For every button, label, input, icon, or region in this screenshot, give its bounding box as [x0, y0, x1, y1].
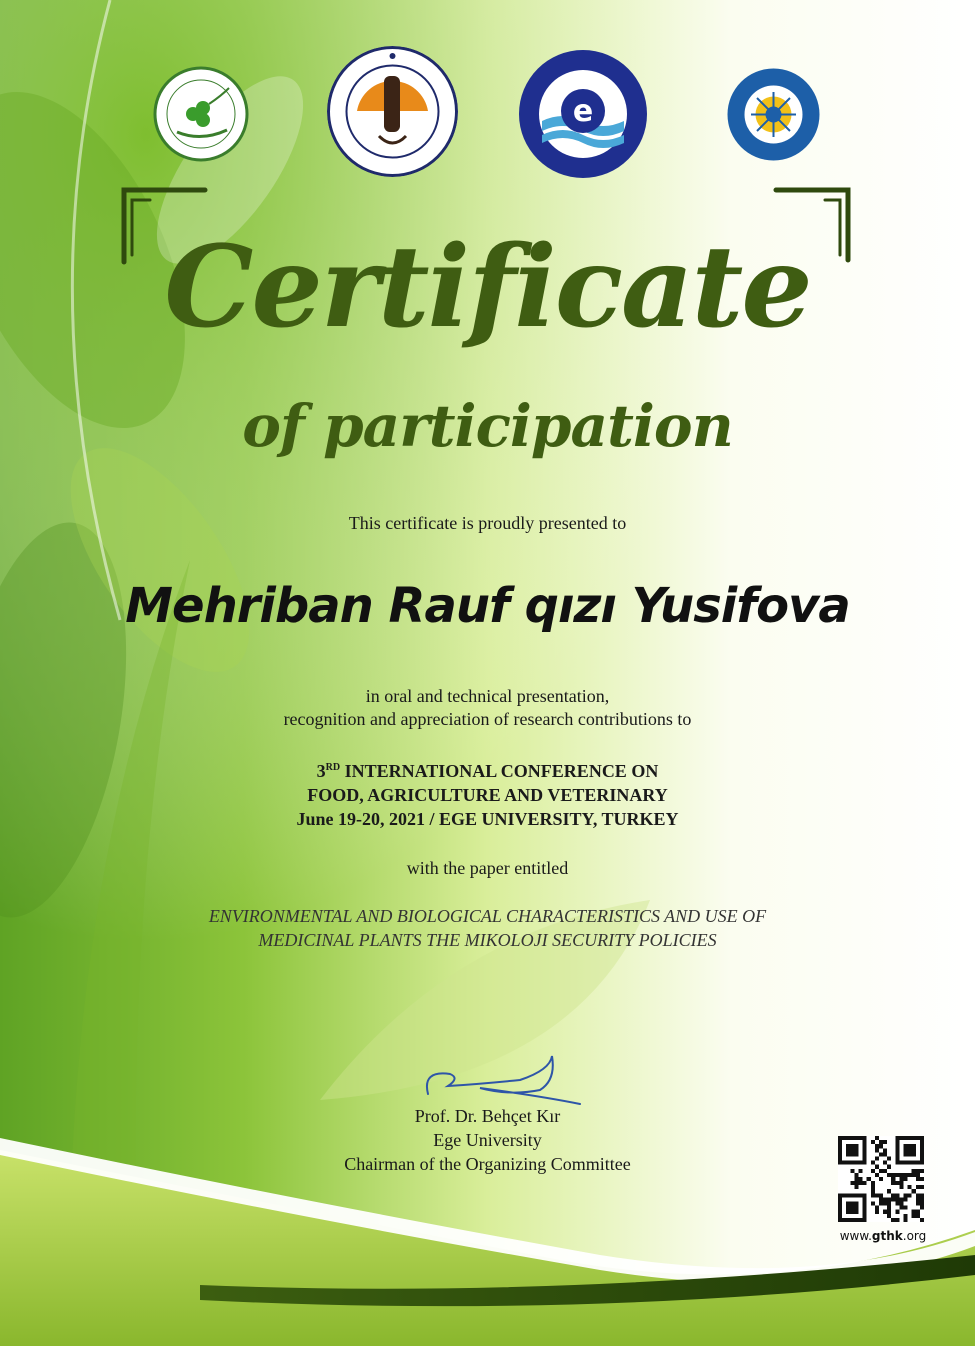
- url-suffix: .org: [902, 1229, 927, 1243]
- url-domain: gthk: [871, 1229, 903, 1243]
- signatory-role: Chairman of the Organizing Committee: [344, 1154, 631, 1174]
- conference-name: INTERNATIONAL CONFERENCE ON: [340, 761, 659, 781]
- e-letter-icon: e: [572, 94, 594, 129]
- conference-ordinal: RD: [325, 762, 341, 773]
- paper-title-line-1: ENVIRONMENTAL AND BIOLOGICAL CHARACTERISTICS AND USE OF: [208, 906, 767, 926]
- conference-line-2: FOOD, AGRICULTURE AND VETERINARY: [307, 785, 668, 805]
- conference-line-1: [0, 761, 975, 782]
- qr-code[interactable]: [838, 1136, 924, 1222]
- presented-text: This certificate is proudly presented to: [348, 513, 627, 533]
- certificate-subtitle: of participation: [242, 392, 733, 460]
- hands-icon: [384, 76, 400, 132]
- field-crops-logo: [153, 66, 249, 162]
- signature-image: [420, 1050, 590, 1108]
- conference-number: 3: [316, 761, 326, 781]
- body-line-1: in oral and technical presentation,: [365, 686, 610, 706]
- ege-university-logo: [518, 49, 648, 179]
- conference-date-place: June 19-20, 2021 / EGE UNIVERSITY, TURKEY: [296, 809, 679, 829]
- body-line-2: recognition and appreciation of research contributions to: [283, 709, 692, 729]
- url-prefix: www.: [839, 1229, 872, 1243]
- agriculture-faculty-logo: [726, 67, 821, 162]
- website-url[interactable]: [828, 1229, 938, 1243]
- paper-title-line-2: MEDICINAL PLANTS THE MIKOLOJI SECURITY POLICIES: [258, 930, 717, 950]
- recipient-name: Mehriban Rauf qızı Yusifova: [125, 578, 850, 634]
- paper-intro: with the paper entitled: [406, 858, 569, 878]
- signatory-name: Prof. Dr. Behçet Kır: [414, 1106, 561, 1126]
- iksad-logo: [327, 46, 458, 177]
- signatory-organization: Ege University: [433, 1130, 542, 1150]
- certificate-title: Certificate: [164, 222, 811, 353]
